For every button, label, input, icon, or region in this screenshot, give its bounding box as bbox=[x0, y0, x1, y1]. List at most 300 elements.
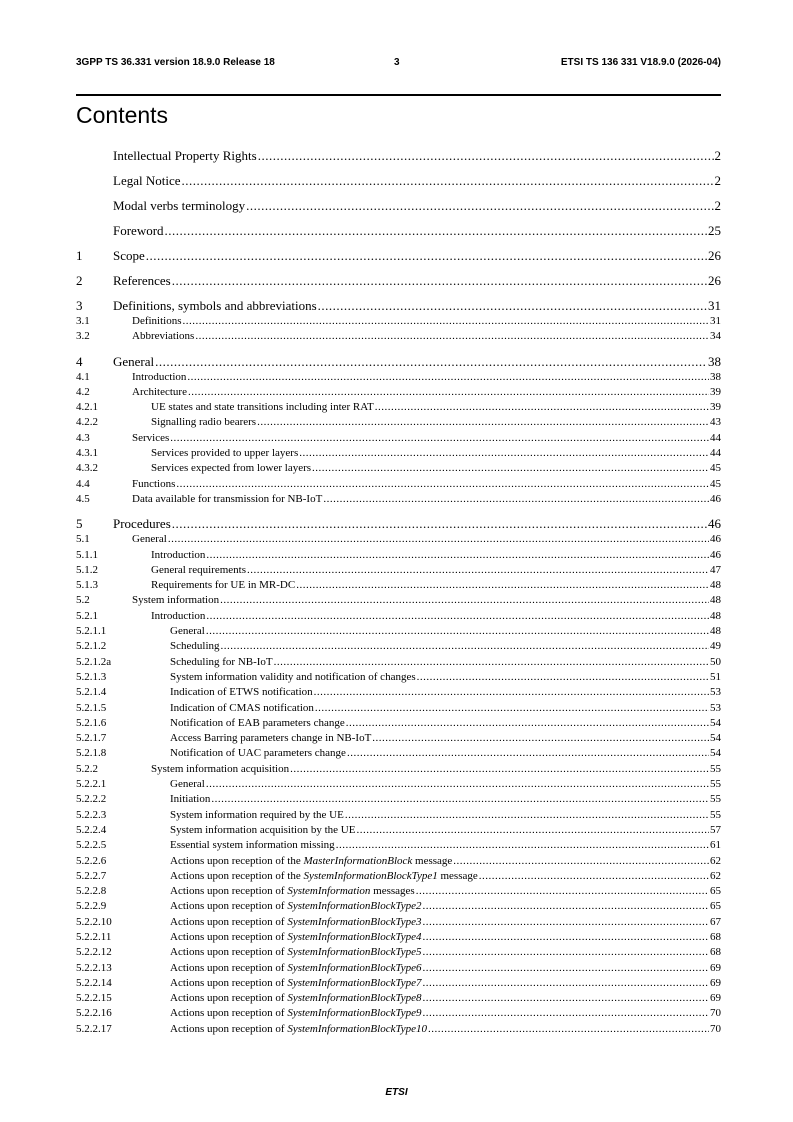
toc-entry-number: 5.2.1.7 bbox=[76, 732, 107, 745]
page-footer: ETSI bbox=[385, 1087, 408, 1098]
toc-entry[interactable] bbox=[76, 1022, 721, 1037]
toc-entry-title bbox=[132, 563, 246, 578]
toc-entry[interactable] bbox=[76, 329, 721, 344]
toc-entry-title-text: Services bbox=[132, 431, 170, 444]
toc-dot-leader bbox=[221, 639, 710, 654]
toc-entry-page: 39 bbox=[710, 401, 721, 414]
toc-dot-leader bbox=[315, 701, 709, 716]
toc-entry-page: 46 bbox=[710, 548, 721, 561]
toc-entry-title-text: General requirements bbox=[151, 563, 246, 576]
toc-entry-title-italic: SystemInformationBlockType8 bbox=[287, 992, 422, 1005]
toc-entry[interactable] bbox=[76, 354, 721, 370]
toc-entry-number: 5.2.2.5 bbox=[76, 839, 107, 852]
toc-entry-number: 5.2.2.12 bbox=[76, 946, 112, 959]
toc-entry-title-text: Data available for transmission for NB-IoT bbox=[132, 492, 323, 505]
etsi-spec-header: ETSI TS 136 331 V18.9.0 (2026-04) bbox=[560, 57, 721, 68]
toc-entry-title-text: Actions upon reception of bbox=[170, 992, 288, 1005]
toc-dot-leader bbox=[479, 869, 709, 884]
toc-entry[interactable] bbox=[76, 961, 721, 976]
toc-entry-title bbox=[132, 532, 167, 547]
toc-dot-leader bbox=[211, 792, 709, 807]
toc-entry-title bbox=[132, 670, 416, 685]
toc-dot-leader bbox=[423, 991, 709, 1006]
toc-entry[interactable] bbox=[76, 899, 721, 914]
toc-entry-title bbox=[132, 431, 169, 446]
toc-entry-page: 26 bbox=[708, 248, 721, 263]
toc-entry-number: 3 bbox=[76, 298, 83, 313]
toc-entry-number: 5.1 bbox=[76, 533, 90, 546]
toc-entry-page: 44 bbox=[710, 447, 721, 460]
toc-entry[interactable] bbox=[76, 731, 721, 746]
toc-entry-title-text: Indication of CMAS notification bbox=[170, 701, 314, 714]
toc-entry-page: 50 bbox=[710, 655, 721, 668]
toc-entry-title-text: Actions upon reception of bbox=[170, 900, 288, 913]
toc-entry-title bbox=[132, 548, 205, 563]
toc-entry-title-text: Foreword bbox=[113, 223, 164, 238]
toc-entry-title-text: Introduction bbox=[151, 609, 206, 622]
toc-entry-title bbox=[132, 461, 311, 476]
toc-entry-number: 5.2.2.14 bbox=[76, 976, 112, 989]
toc-dot-leader bbox=[423, 1006, 709, 1021]
toc-entry-page: 48 bbox=[710, 579, 721, 592]
toc-entry-number: 5.2.1.6 bbox=[76, 716, 107, 729]
toc-entry-page: 31 bbox=[710, 315, 721, 327]
toc-entry-number: 5.2.2.8 bbox=[76, 885, 107, 898]
toc-dot-leader bbox=[423, 961, 709, 976]
toc-dot-leader bbox=[206, 777, 709, 792]
toc-dot-leader bbox=[336, 838, 709, 853]
toc-entry[interactable] bbox=[76, 385, 721, 400]
toc-entry-title-italic: SystemInformationBlockType2 bbox=[287, 900, 422, 913]
toc-entry-page: 53 bbox=[710, 686, 721, 699]
toc-entry-title-text: Actions upon reception of bbox=[170, 946, 288, 959]
toc-entry[interactable] bbox=[76, 808, 721, 823]
toc-entry-title bbox=[132, 792, 210, 807]
toc-entry-page: 45 bbox=[710, 462, 721, 475]
toc-entry-title bbox=[132, 945, 422, 960]
toc-entry-title bbox=[132, 655, 273, 670]
toc-entry-number: 4.4 bbox=[76, 477, 90, 490]
toc-dot-leader bbox=[220, 593, 709, 608]
toc-entry-title bbox=[132, 823, 355, 838]
toc-dot-leader bbox=[206, 609, 709, 624]
toc-entry-number: 5.2.2.4 bbox=[76, 823, 107, 836]
toc-entry[interactable] bbox=[76, 655, 721, 670]
toc-entry[interactable] bbox=[76, 884, 721, 899]
toc-entry-page: 57 bbox=[710, 823, 721, 836]
toc-dot-leader bbox=[356, 823, 709, 838]
page-number: 3 bbox=[394, 57, 400, 68]
toc-entry-title bbox=[132, 976, 422, 991]
toc-entry-number: 4.3.2 bbox=[76, 462, 98, 475]
toc-entry-number: 5.2.1.2a bbox=[76, 655, 112, 668]
toc-entry-number: 5.2 bbox=[76, 594, 90, 607]
toc-entry-page: 48 bbox=[710, 625, 721, 638]
toc-entry-title-text: System information bbox=[132, 594, 220, 607]
toc-entry-page: 38 bbox=[710, 370, 721, 383]
toc-entry-page: 55 bbox=[710, 762, 721, 775]
page-header bbox=[76, 57, 721, 73]
spec-version-header: 3GPP TS 36.331 version 18.9.0 Release 18 bbox=[76, 57, 275, 68]
toc-entry-title-italic: MasterInformationBlock bbox=[303, 854, 413, 867]
toc-entry[interactable] bbox=[76, 685, 721, 700]
toc-entry-title-text: Requirements for UE in MR-DC bbox=[151, 579, 296, 592]
toc-entry-title-suffix: message bbox=[412, 854, 453, 867]
toc-entry[interactable] bbox=[76, 762, 721, 777]
toc-entry-title-text: General bbox=[113, 353, 155, 369]
toc-entry-title bbox=[132, 854, 452, 869]
toc-entry[interactable] bbox=[76, 273, 721, 289]
toc-entry-page: 67 bbox=[710, 915, 721, 928]
toc-entry[interactable] bbox=[76, 609, 721, 624]
toc-entry-number: 2 bbox=[76, 273, 83, 288]
toc-entry-title bbox=[132, 492, 322, 507]
toc-dot-leader bbox=[170, 431, 709, 446]
toc-entry-title-suffix: messages bbox=[370, 885, 415, 898]
toc-entry-title bbox=[132, 762, 289, 777]
toc-entry-title-text: Essential system information missing bbox=[170, 839, 335, 852]
toc-dot-leader bbox=[299, 446, 709, 461]
toc-entry-title-text: System information required by the UE bbox=[170, 808, 344, 821]
toc-entry[interactable] bbox=[76, 578, 721, 593]
toc-entry-title bbox=[132, 415, 256, 430]
toc-entry-title-text: Actions upon reception of bbox=[170, 1007, 288, 1020]
toc-entry[interactable] bbox=[76, 400, 721, 415]
toc-dot-leader bbox=[296, 578, 709, 593]
toc-entry-title-text: Actions upon reception of bbox=[170, 961, 288, 974]
toc-entry-title-italic: SystemInformationBlockType7 bbox=[287, 976, 422, 989]
toc-entry-page: 62 bbox=[710, 869, 721, 882]
toc-entry-title-text: Introduction bbox=[151, 548, 206, 561]
toc-entry-title-text: Functions bbox=[132, 477, 176, 490]
toc-entry[interactable] bbox=[76, 991, 721, 1006]
header-rule bbox=[76, 94, 721, 96]
toc-dot-leader bbox=[206, 624, 709, 639]
toc-entry[interactable] bbox=[76, 173, 721, 189]
toc-dot-leader bbox=[347, 746, 709, 761]
toc-entry[interactable] bbox=[76, 148, 721, 164]
toc-entry-page: 65 bbox=[710, 885, 721, 898]
toc-entry-title bbox=[132, 1022, 427, 1037]
toc-entry[interactable] bbox=[76, 548, 721, 563]
toc-entry[interactable] bbox=[76, 223, 721, 239]
toc-entry-page: 34 bbox=[710, 330, 721, 343]
toc-entry-number: 3.2 bbox=[76, 330, 90, 343]
toc-dot-leader bbox=[146, 248, 707, 264]
toc-entry-title-text: Scheduling for NB-IoT bbox=[170, 655, 273, 668]
toc-entry-page: 47 bbox=[710, 563, 721, 576]
toc-entry[interactable] bbox=[76, 701, 721, 716]
toc-entry[interactable] bbox=[76, 1006, 721, 1021]
toc-entry-page: 45 bbox=[710, 477, 721, 490]
toc-entry-title-text: Actions upon reception of bbox=[170, 915, 288, 928]
toc-dot-leader bbox=[247, 563, 709, 578]
toc-entry-title-text: Scope bbox=[113, 248, 145, 263]
toc-entry[interactable] bbox=[76, 298, 721, 314]
toc-entry-page: 54 bbox=[710, 732, 721, 745]
toc-entry-number: 5.2.2.2 bbox=[76, 793, 107, 806]
toc-dot-leader bbox=[345, 808, 709, 823]
toc-entry-title bbox=[132, 385, 187, 400]
toc-entry-title-text: Signalling radio bearers bbox=[151, 416, 257, 429]
toc-entry-number: 4.5 bbox=[76, 492, 90, 505]
toc-entry[interactable] bbox=[76, 492, 721, 507]
toc-entry-number: 5.2.2.7 bbox=[76, 869, 107, 882]
toc-dot-leader bbox=[195, 329, 709, 344]
toc-entry-number: 5.2.2.15 bbox=[76, 992, 112, 1005]
toc-entry[interactable] bbox=[76, 930, 721, 945]
toc-entry-number: 5.2.2.9 bbox=[76, 900, 107, 913]
toc-entry-title bbox=[113, 516, 171, 532]
toc-entry-page: 38 bbox=[708, 353, 721, 369]
toc-entry-page: 2 bbox=[714, 173, 721, 188]
toc-entry[interactable] bbox=[76, 823, 721, 838]
toc-entry-title bbox=[113, 298, 317, 314]
toc-entry-title-text: Access Barring parameters change in NB-IoT bbox=[170, 732, 372, 745]
toc-entry[interactable] bbox=[76, 516, 721, 532]
page-title: Contents bbox=[76, 102, 169, 128]
toc-dot-leader bbox=[372, 731, 709, 746]
toc-entry-page: 65 bbox=[710, 900, 721, 913]
toc-entry-page: 31 bbox=[708, 298, 721, 313]
toc-entry[interactable] bbox=[76, 370, 721, 385]
toc-dot-leader bbox=[312, 461, 709, 476]
toc-dot-leader bbox=[375, 400, 709, 415]
toc-entry-number: 4 bbox=[76, 353, 83, 369]
toc-entry-title-italic: SystemInformationBlockType1 bbox=[303, 869, 438, 882]
toc-entry-title bbox=[132, 716, 345, 731]
toc-dot-leader bbox=[176, 477, 709, 492]
toc-entry-number: 5.2.1.1 bbox=[76, 625, 107, 638]
toc-entry-page: 69 bbox=[710, 976, 721, 989]
toc-entry-title bbox=[132, 578, 295, 593]
toc-entry-title-text: Actions upon reception of bbox=[170, 976, 288, 989]
toc-entry-number: 5.2.2.10 bbox=[76, 915, 112, 928]
toc-entry-title bbox=[113, 223, 164, 239]
toc-entry-page: 55 bbox=[710, 778, 721, 791]
toc-entry[interactable] bbox=[76, 624, 721, 639]
toc-entry-number: 5.2.2.11 bbox=[76, 930, 112, 943]
toc-entry-title-text: Notification of UAC parameters change bbox=[170, 747, 346, 760]
toc-entry-page: 46 bbox=[710, 492, 721, 505]
toc-dot-leader bbox=[274, 655, 709, 670]
toc-entry[interactable] bbox=[76, 532, 721, 547]
toc-entry-title-text: Intellectual Property Rights bbox=[113, 148, 257, 163]
toc-entry-page: 46 bbox=[710, 533, 721, 546]
toc-entry[interactable] bbox=[76, 461, 721, 476]
toc-entry-title-suffix: message bbox=[437, 869, 478, 882]
toc-entry-title-text: UE states and state transitions including inter RAT bbox=[151, 401, 374, 414]
toc-entry-number: 4.1 bbox=[76, 370, 90, 383]
toc-entry-page: 68 bbox=[710, 930, 721, 943]
toc-entry-title bbox=[132, 899, 422, 914]
toc-entry-number: 4.2 bbox=[76, 385, 90, 398]
toc-entry[interactable] bbox=[76, 248, 721, 264]
toc-dot-leader bbox=[423, 930, 709, 945]
toc-entry-title bbox=[132, 746, 346, 761]
toc-entry[interactable] bbox=[76, 792, 721, 807]
toc-entry-number: 5.2.2.3 bbox=[76, 808, 107, 821]
toc-dot-leader bbox=[318, 298, 707, 314]
toc-entry-title bbox=[132, 609, 205, 624]
toc-entry-page: 43 bbox=[710, 416, 721, 429]
toc-entry-title-italic: SystemInformationBlockType3 bbox=[287, 915, 422, 928]
toc-entry-title-text: Actions upon reception of bbox=[170, 1022, 288, 1035]
toc-entry-number: 1 bbox=[76, 248, 83, 263]
toc-entry-title-text: Actions upon reception of bbox=[170, 930, 288, 943]
toc-entry-title-text: General bbox=[132, 533, 167, 546]
toc-entry[interactable] bbox=[76, 746, 721, 761]
toc-entry-title-text: Services provided to upper layers bbox=[151, 447, 299, 460]
toc-dot-leader bbox=[183, 314, 710, 329]
toc-entry-title bbox=[132, 624, 205, 639]
toc-entry[interactable] bbox=[76, 838, 721, 853]
toc-entry-title-italic: SystemInformationBlockType6 bbox=[287, 961, 422, 974]
toc-entry-title-italic: SystemInformationBlockType10 bbox=[287, 1022, 428, 1035]
toc-entry-page: 48 bbox=[710, 609, 721, 622]
toc-entry[interactable] bbox=[76, 477, 721, 492]
toc-entry[interactable] bbox=[76, 777, 721, 792]
toc-entry-title-italic: SystemInformationBlockType4 bbox=[287, 930, 422, 943]
toc-entry[interactable] bbox=[76, 563, 721, 578]
toc-entry-number: 5.2.1 bbox=[76, 609, 98, 622]
toc-entry-page: 55 bbox=[710, 793, 721, 806]
toc-entry[interactable] bbox=[76, 593, 721, 608]
toc-entry-page: 70 bbox=[710, 1022, 721, 1035]
toc-entry-page: 55 bbox=[710, 808, 721, 821]
toc-dot-leader bbox=[258, 148, 714, 164]
toc-entry-title bbox=[132, 991, 422, 1006]
toc-dot-leader bbox=[155, 354, 707, 370]
toc-entry-page: 49 bbox=[710, 640, 721, 653]
toc-entry-page: 51 bbox=[710, 670, 721, 683]
toc-entry[interactable] bbox=[76, 945, 721, 960]
toc-entry-page: 69 bbox=[710, 992, 721, 1005]
toc-dot-leader bbox=[346, 716, 709, 731]
toc-entry-number: 4.3.1 bbox=[76, 447, 98, 460]
toc-entry-title bbox=[132, 869, 478, 884]
toc-dot-leader bbox=[314, 685, 709, 700]
toc-dot-leader bbox=[257, 415, 709, 430]
toc-entry-title-text: Architecture bbox=[132, 385, 187, 398]
toc-entry[interactable] bbox=[76, 716, 721, 731]
toc-dot-leader bbox=[172, 273, 707, 289]
toc-entry-number: 4.2.2 bbox=[76, 416, 98, 429]
toc-entry[interactable] bbox=[76, 854, 721, 869]
toc-dot-leader bbox=[416, 884, 709, 899]
toc-entry-number: 4.3 bbox=[76, 431, 90, 444]
toc-entry-number: 5.2.1.3 bbox=[76, 670, 107, 683]
toc-entry-number: 5.2.1.4 bbox=[76, 686, 107, 699]
toc-entry[interactable] bbox=[76, 446, 721, 461]
toc-entry-number: 5.2.2.6 bbox=[76, 854, 107, 867]
toc-entry-title bbox=[132, 329, 194, 344]
toc-entry-title-text: Definitions bbox=[132, 315, 182, 327]
toc-entry[interactable] bbox=[76, 639, 721, 654]
toc-entry[interactable] bbox=[76, 869, 721, 884]
toc-entry-page: 68 bbox=[710, 946, 721, 959]
toc-entry-title bbox=[132, 446, 298, 461]
toc-entry[interactable] bbox=[76, 915, 721, 930]
toc-entry-title-text: Definitions, symbols and abbreviations bbox=[113, 298, 317, 313]
toc-entry-title-text: System information acquisition by the UE bbox=[170, 823, 356, 836]
toc-entry-page: 69 bbox=[710, 961, 721, 974]
toc-entry[interactable] bbox=[76, 976, 721, 991]
toc-entry-title-text: Procedures bbox=[113, 516, 171, 532]
toc-entry[interactable] bbox=[76, 314, 721, 329]
toc-entry-title bbox=[132, 915, 422, 930]
toc-entry-title bbox=[132, 961, 422, 976]
toc-entry-title-italic: SystemInformationBlockType9 bbox=[287, 1007, 422, 1020]
toc-entry-number: 5.2.1.5 bbox=[76, 701, 107, 714]
toc-entry[interactable] bbox=[76, 670, 721, 685]
toc-entry-title bbox=[132, 884, 415, 899]
toc-entry-title-text: General bbox=[170, 625, 205, 638]
toc-dot-leader bbox=[290, 762, 709, 777]
toc-entry-title-text: Actions upon reception of the bbox=[170, 869, 304, 882]
toc-entry-title-text: Introduction bbox=[132, 370, 187, 383]
toc-entry[interactable] bbox=[76, 415, 721, 430]
toc-entry-title-text: Services expected from lower layers bbox=[151, 462, 312, 475]
toc-entry-title-italic: SystemInformation bbox=[287, 885, 371, 898]
toc-entry-page: 62 bbox=[710, 854, 721, 867]
toc-entry-page: 46 bbox=[708, 516, 721, 532]
toc-dot-leader bbox=[206, 548, 709, 563]
toc-entry-title bbox=[132, 400, 374, 415]
toc-entry-title bbox=[113, 148, 257, 164]
toc-entry-title bbox=[132, 314, 182, 329]
toc-entry-page: 54 bbox=[710, 716, 721, 729]
toc-entry-page: 53 bbox=[710, 701, 721, 714]
toc-entry-page: 26 bbox=[708, 273, 721, 288]
toc-entry-page: 44 bbox=[710, 431, 721, 444]
toc-entry-number: 5.2.2.17 bbox=[76, 1022, 112, 1035]
toc-entry-title-text: References bbox=[113, 273, 171, 288]
toc-entry-page: 25 bbox=[708, 223, 721, 238]
toc-dot-leader bbox=[453, 854, 709, 869]
toc-entry-title bbox=[132, 838, 335, 853]
toc-entry-title bbox=[132, 808, 344, 823]
toc-entry-page: 70 bbox=[710, 1007, 721, 1020]
toc-entry-title bbox=[132, 777, 205, 792]
toc-entry-title-text: Scheduling bbox=[170, 640, 220, 653]
toc-entry-title bbox=[132, 593, 219, 608]
toc-entry-number: 5.2.2.13 bbox=[76, 961, 112, 974]
toc-entry-number: 3.1 bbox=[76, 315, 90, 327]
toc-dot-leader bbox=[423, 899, 709, 914]
toc-entry-page: 2 bbox=[714, 198, 721, 213]
toc-entry-number: 5.2.2.16 bbox=[76, 1007, 112, 1020]
toc-entry-title-text: Abbreviations bbox=[132, 330, 195, 343]
toc-entry-page: 54 bbox=[710, 747, 721, 760]
toc-entry-number: 5.2.2 bbox=[76, 762, 98, 775]
toc-entry-title bbox=[113, 198, 245, 214]
toc-dot-leader bbox=[423, 915, 709, 930]
toc-dot-leader bbox=[172, 516, 707, 532]
toc-entry[interactable] bbox=[76, 198, 721, 214]
toc-dot-leader bbox=[168, 532, 709, 547]
toc-entry[interactable] bbox=[76, 431, 721, 446]
toc-entry-number: 5.1.2 bbox=[76, 563, 98, 576]
toc-entry-page: 48 bbox=[710, 594, 721, 607]
toc-entry-title bbox=[113, 354, 154, 370]
toc-dot-leader bbox=[187, 370, 709, 385]
toc-dot-leader bbox=[246, 198, 713, 214]
toc-dot-leader bbox=[182, 173, 714, 189]
table-of-contents bbox=[76, 148, 721, 1037]
toc-entry-title-text: Indication of ETWS notification bbox=[170, 686, 313, 699]
toc-entry-title-text: General bbox=[170, 778, 205, 791]
